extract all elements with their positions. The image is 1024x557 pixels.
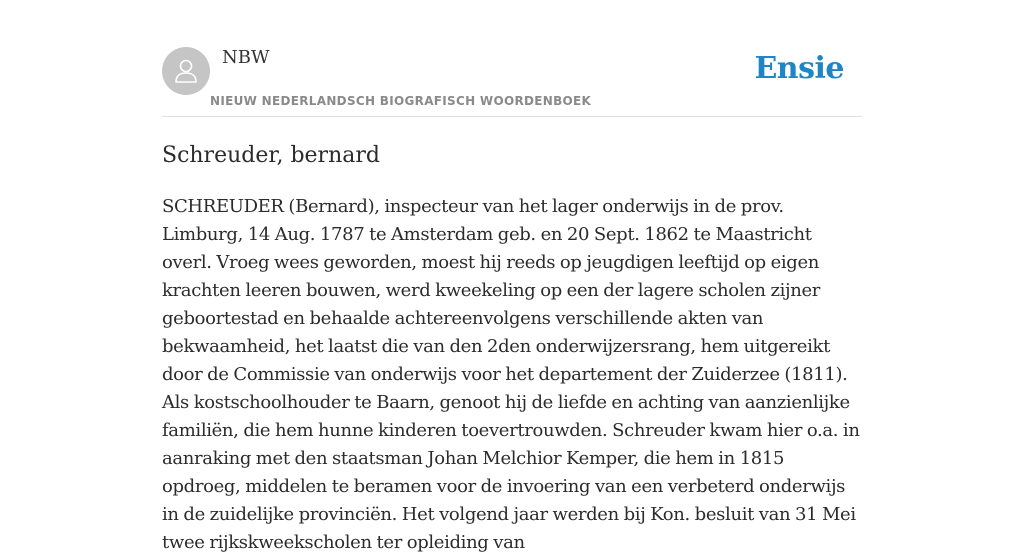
- article-body: SCHREUDER (Bernard), inspecteur van het lager onderwijs in de prov. Limburg, 14 Aug. 1787 te Amsterdam geb. en 20 Sept. 1862 te Maastricht overl. Vroeg wees geworden, moest hij reeds op jeugdigen leeftijd op eigen krachten leeren bouwen, werd kweekeling op een der lagere scholen zijner geboortestad en behaalde achtereenvolgens verschillende akten van bekwaamheid, het laatst die van den 2den onderwijzersrang, hem uitgereikt door de Commissie van onderwijs voor het departement der Zuiderzee (1811). Als kostschoolhouder te Baarn, genoot hij de liefde en achting van aanzienlijke familiën, die hem hunne kinderen toevertrouwden. Schreuder kwam hier o.a. in aanraking met den staatsman Johan Melchior Kemper, die hem in 1815 opdroeg, middelen te beramen voor de invoering van een verbeterd onderwijs in de zuidelijke provinciën. Het volgend jaar werden bij Kon. besluit van 31 Mei twee rijkskweekscholen ter opleiding van: [162, 196, 860, 553]
- source-header: [162, 0, 862, 117]
- source-name-link[interactable]: NBW: [222, 47, 270, 68]
- user-icon-glyph: [171, 56, 201, 86]
- brand-logo-link[interactable]: Ensie: [754, 51, 844, 86]
- source-subtitle: NIEUW NEDERLANDSCH BIOGRAFISCH WOORDENBOEK: [210, 94, 592, 108]
- user-icon[interactable]: [162, 47, 210, 95]
- article-container: [162, 0, 862, 557]
- article-title: Schreuder, bernard: [162, 143, 380, 168]
